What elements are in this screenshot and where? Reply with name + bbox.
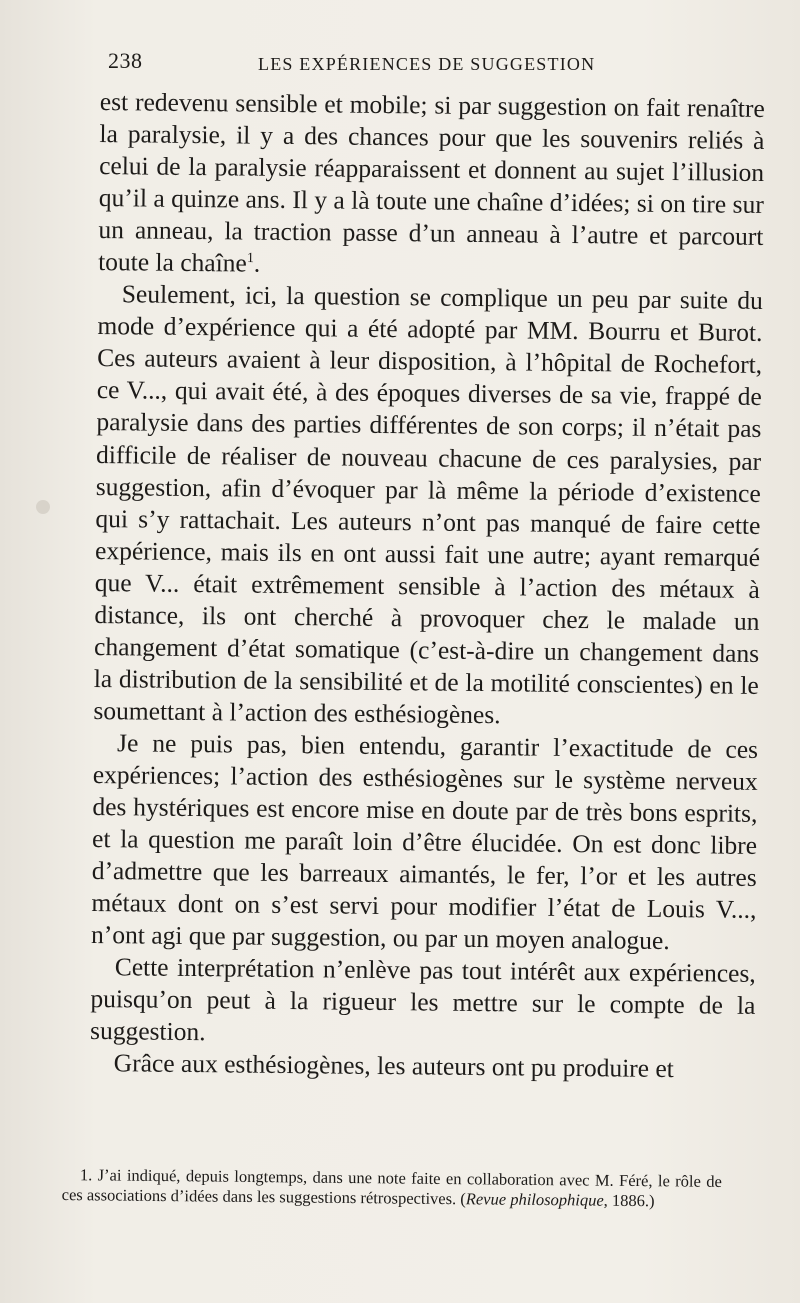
body-text: [90, 86, 765, 1086]
paragraph: Cette interprétation n’enlève pas tout intérêt aux expériences, puisqu’on peut à la rigueur les mettre sur le compte de la suggestion.: [89, 952, 756, 1047]
footnote-marker: 1.: [79, 1165, 93, 1185]
footnote-year: , 1886.): [603, 1190, 655, 1211]
paragraph: Seulement, ici, la question se complique un peu par suite du mode d’expérience qui a été adopté par MM. Bourru et Burot. Ces auteurs avaient à leur disposition, à l’hôpital de Rochefort, ce V..., qui avait été, à des époques diverses de sa vie, frappé de paralysie dans des parties différentes de son corps; il n’était pas difficile de réaliser de nouveau chacune de ces paralysies, par suggestion, afin d’évoquer par là même la période d’existence qui s’y rattachait. Les auteurs n’ont pas manqué de faire cette expérience, mais ils en ont aussi fait une autre; ayant remarqué que V... était extrêmement sensible à l’action des métaux à distance, ils ont cherché à provoquer chez le malade un changement d’état somatique (c’est-à-dire un changement dans la distribution de la sensibilité et de la motilité conscientes) en le soumettant à l’action des esthésiogènes.: [93, 279, 763, 730]
running-title: LES EXPÉRIENCES DE SUGGESTION: [258, 54, 596, 74]
paragraph-end: .: [253, 248, 261, 278]
paragraph: Grâce aux esthésiogènes, les auteurs ont pu produire et: [113, 1048, 674, 1084]
footnote-text: [62, 1165, 722, 1212]
page-header: [108, 48, 628, 78]
paper-stain: [36, 500, 50, 514]
journal-title: Revue philosophique: [465, 1189, 604, 1210]
footnote-body: J’ai indiqué, depuis longtemps, dans une note faite en collaboration avec M. Féré, le rôle de ces associations d’idées dans les suggestions rétrospectives. (: [61, 1165, 722, 1209]
paragraph: Je ne puis pas, bien entendu, garantir l’exactitude de ces expériences; l’action des esthésiogènes sur le système nerveux des hystériques est encore mise en doute par de très bons esprits, et la question me paraît loin d’être élucidée. On est donc libre d’admettre que les barreaux aimantés, le fer, l’or et les autres métaux dont on s’est servi pour modifier l’état de Louis V..., n’ont agi que par suggestion, ou par un moyen analogue.: [90, 728, 759, 956]
footnote: [62, 1165, 722, 1212]
page-number: 238: [108, 48, 143, 73]
footnote-reference: 1: [246, 251, 254, 267]
paragraph-text: est redevenu sensible et mobile; si par suggestion on fait renaître la paralysie, il y a des chances pour que les souvenirs reliés à celui de la paralysie réapparaissent et donnent au sujet l’illusion qu’il a quinze ans. Il y a là toute une chaîne d’idées; si on tire sur un anneau, la traction passe d’un anneau à l’autre et parcourt toute la chaîne: [98, 86, 765, 278]
paragraph: [98, 86, 765, 285]
